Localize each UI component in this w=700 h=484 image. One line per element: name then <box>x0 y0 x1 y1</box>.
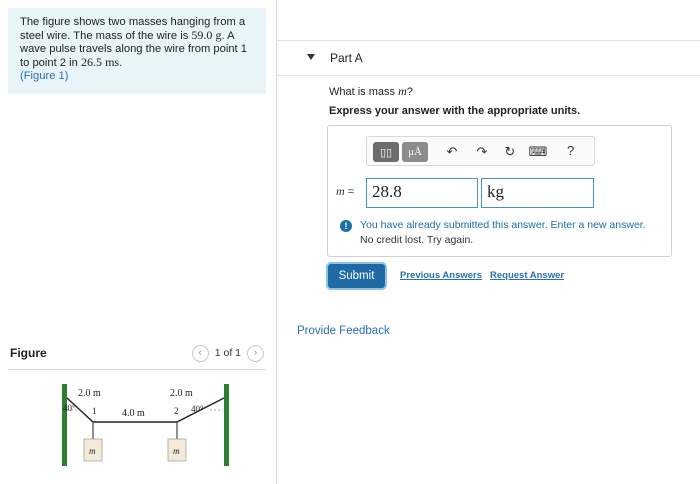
label-right-mass: m <box>173 446 180 456</box>
figure-diagram <box>60 376 250 468</box>
chevron-right-icon: › <box>253 347 258 359</box>
next-figure-button[interactable] <box>247 345 264 362</box>
keyboard-icon: ⌨ <box>528 144 548 159</box>
reset-icon: ↻ <box>504 144 516 159</box>
label-left-seg: 2.0 m <box>78 388 101 399</box>
unit-input[interactable]: kg <box>481 178 594 208</box>
previous-answers-link[interactable]: Previous Answers <box>400 270 483 281</box>
figure-header <box>8 342 266 370</box>
label-left-angle: 40° <box>63 403 76 413</box>
label-left-mass: m <box>89 446 96 456</box>
answer-box <box>327 125 672 257</box>
reset-button[interactable] <box>503 144 517 160</box>
problem-time-unit: ms <box>105 55 120 69</box>
answer-equals: = <box>347 186 355 198</box>
label-point1: 1 <box>92 406 97 416</box>
right-post <box>224 384 229 466</box>
problem-text-1: The figure shows two masses hanging from a steel wire. The mass of the wire is <box>20 16 246 42</box>
label-point2: 2 <box>174 406 179 416</box>
question-text <box>329 84 413 99</box>
request-answer-link[interactable]: Request Answer <box>490 270 565 281</box>
figure-title: Figure <box>10 346 47 360</box>
undo-button[interactable] <box>445 144 459 160</box>
caret-down-icon <box>307 54 315 60</box>
answer-var: m <box>336 184 345 198</box>
part-a-header[interactable] <box>277 40 700 76</box>
problem-text-3: . <box>119 57 123 69</box>
problem-mass-unit: g <box>215 28 222 42</box>
label-middle-seg: 4.0 m <box>122 408 145 419</box>
question-suffix: ? <box>406 86 413 98</box>
math-toolbar <box>366 136 595 166</box>
instruction-text: Express your answer with the appropriate units. <box>329 105 581 117</box>
question-prefix: What is mass <box>329 86 399 98</box>
submit-button[interactable]: Submit <box>328 264 385 288</box>
pager-count: 1 of 1 <box>214 347 241 359</box>
label-right-seg: 2.0 m <box>170 388 193 399</box>
template-button[interactable] <box>373 142 399 162</box>
label-right-angle: 40° <box>191 404 204 414</box>
prev-figure-button[interactable] <box>192 345 209 362</box>
question-var: m <box>398 84 407 98</box>
help-button[interactable] <box>567 143 574 158</box>
redo-button[interactable] <box>475 144 489 160</box>
units-icon: μÅ <box>408 146 422 158</box>
problem-statement <box>8 8 266 94</box>
redo-icon: ↷ <box>476 144 488 159</box>
right-panel <box>277 0 700 484</box>
figure-link[interactable]: (Figure 1) <box>20 70 69 82</box>
problem-text-2: . A wave pulse travels along the wire from point 1 to point 2 in <box>20 30 247 69</box>
help-icon: ? <box>567 143 575 158</box>
alert-icon: ! <box>340 220 352 232</box>
problem-mass-value: 59.0 <box>191 28 213 42</box>
feedback-line-1: You have already submitted this answer. Enter a new answer. <box>360 219 646 231</box>
provide-feedback-link[interactable]: Provide Feedback <box>297 325 390 337</box>
units-button[interactable] <box>402 142 428 162</box>
part-a-title: Part A <box>330 51 363 65</box>
left-panel <box>0 0 276 484</box>
template-icon: ▯▯ <box>379 146 393 159</box>
left-post <box>62 384 67 466</box>
problem-time-value: 26.5 <box>80 55 102 69</box>
value-input[interactable]: 28.8 <box>366 178 478 208</box>
figure-pager <box>192 345 264 361</box>
keyboard-button[interactable] <box>528 144 548 160</box>
undo-icon: ↶ <box>446 144 458 159</box>
feedback-line-2: No credit lost. Try again. <box>360 234 474 246</box>
chevron-left-icon: ‹ <box>198 347 203 359</box>
answer-label <box>336 184 354 199</box>
